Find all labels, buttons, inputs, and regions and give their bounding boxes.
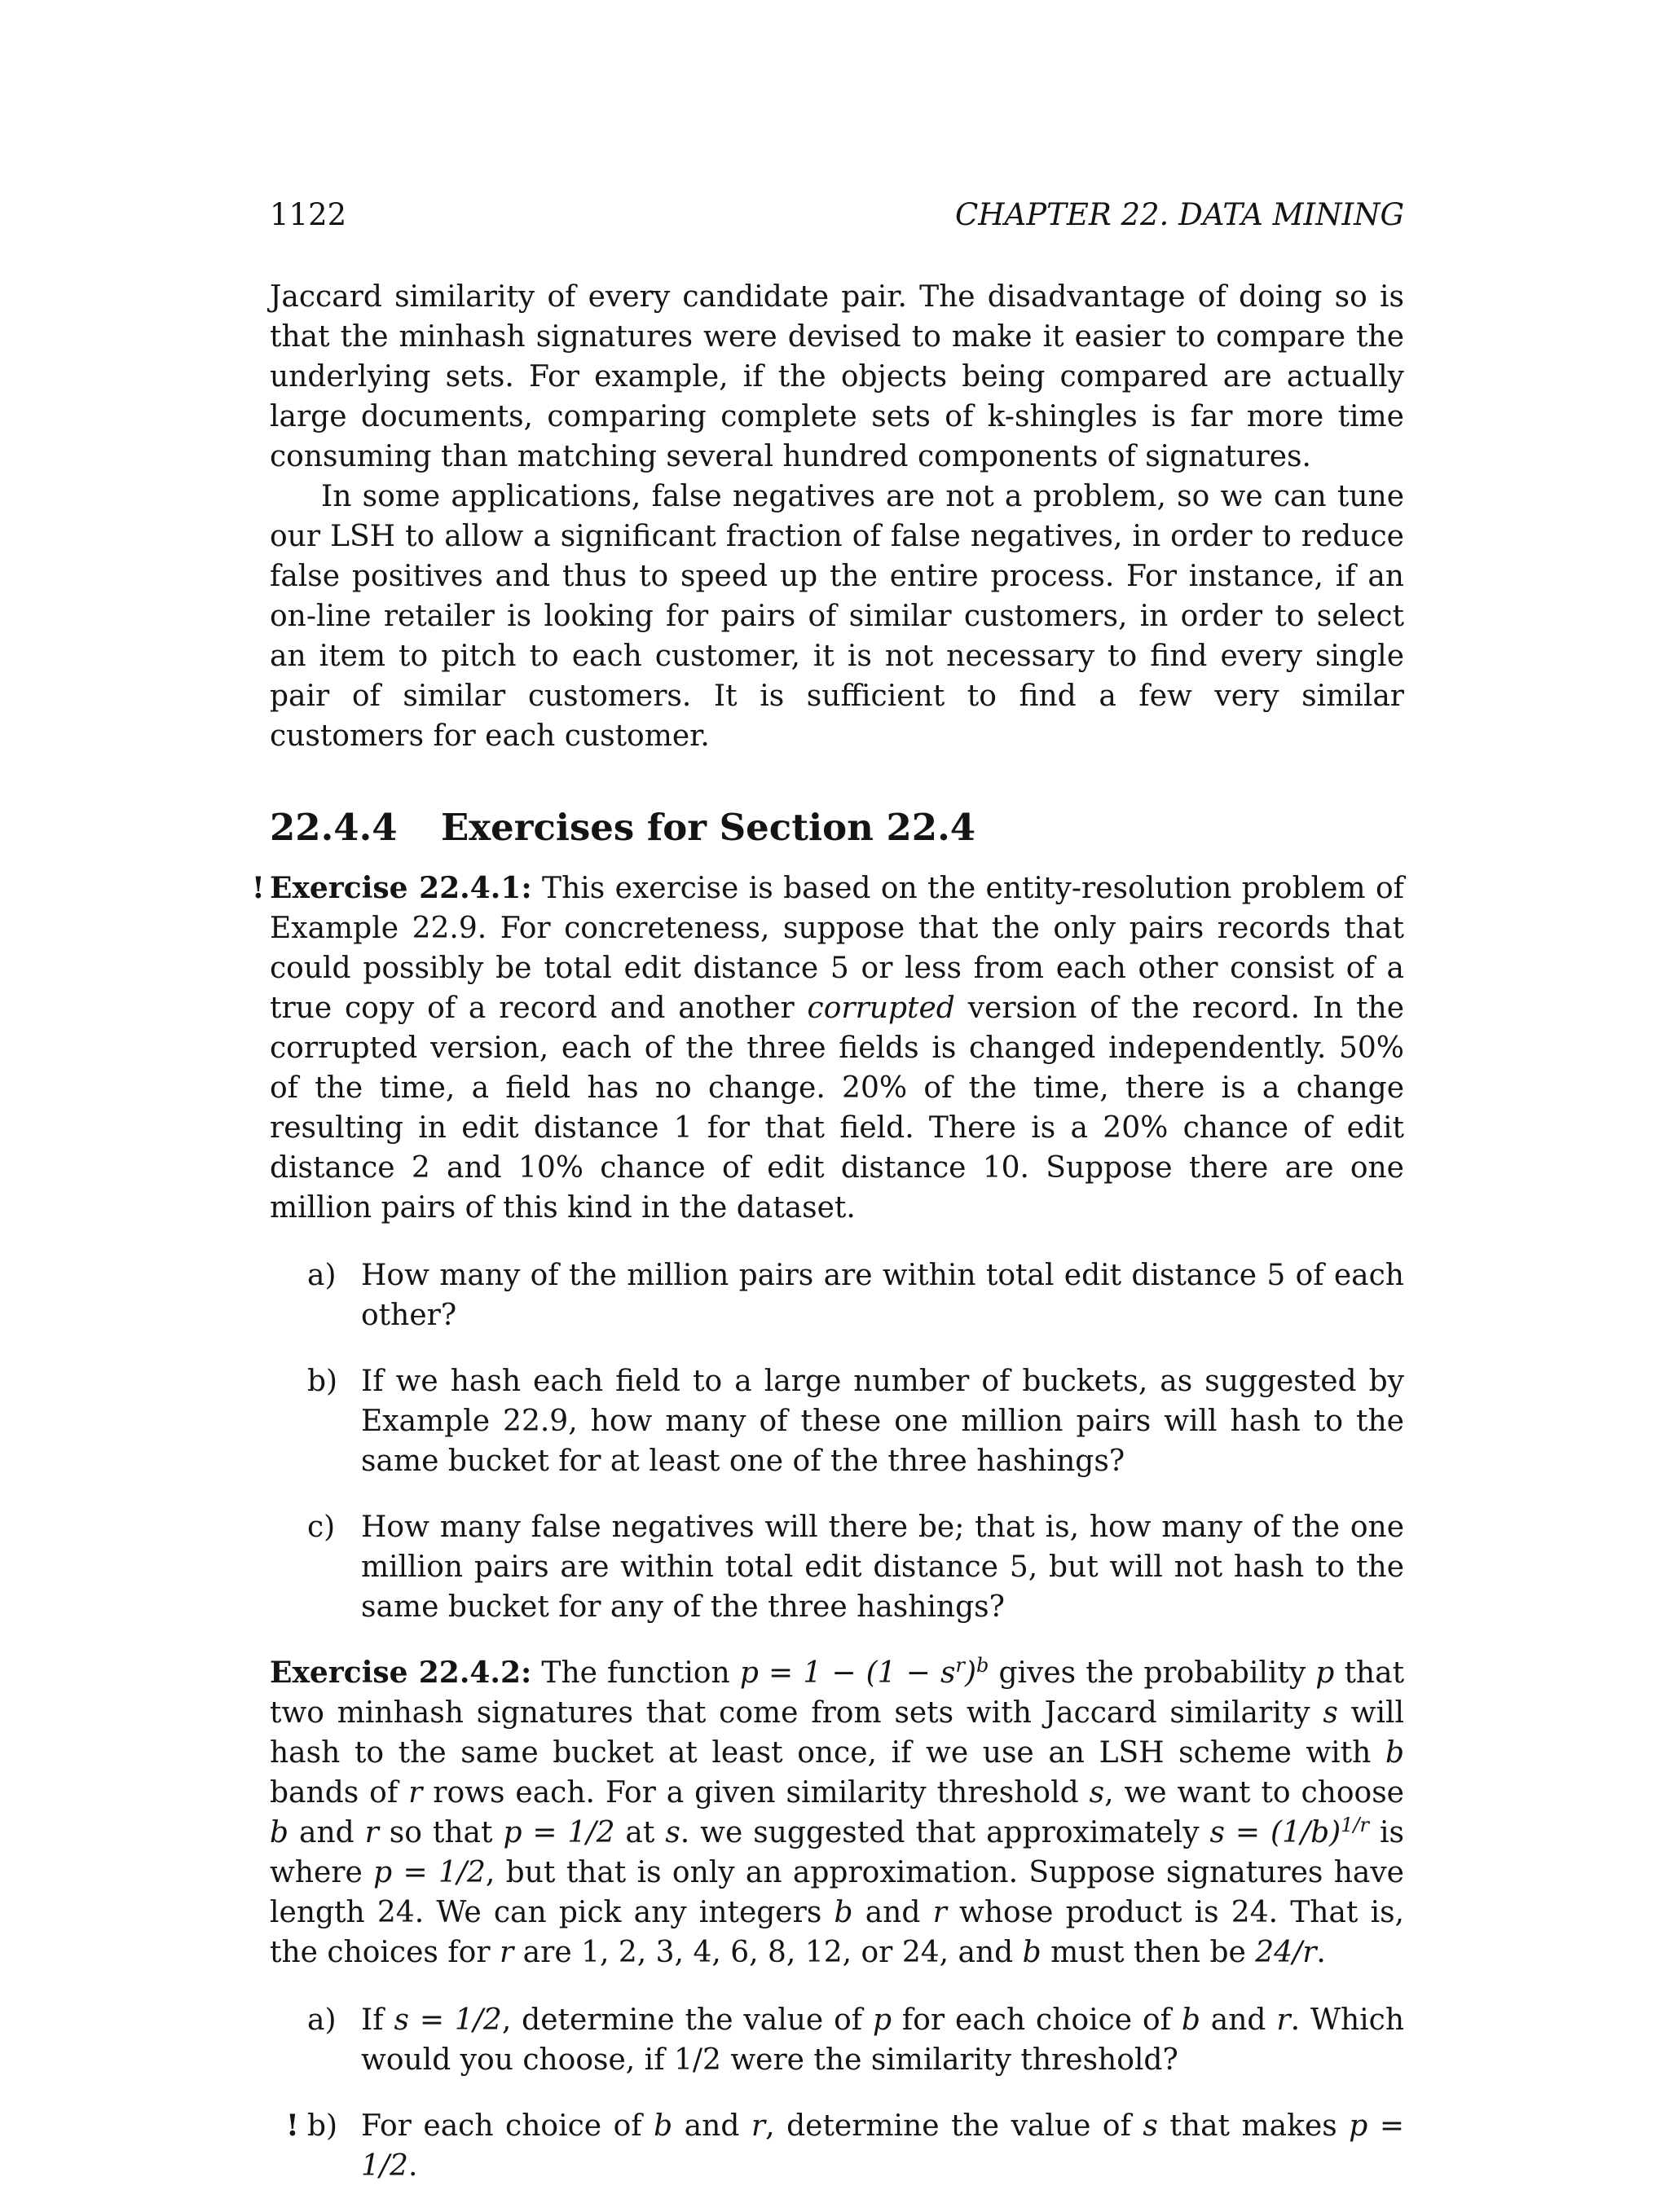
difficulty-mark: ! [252,871,265,905]
math-variable: b [1181,2003,1200,2037]
formula: p = 1/2 [503,1816,615,1849]
running-head [270,196,1404,235]
text-run: that makes [1157,2109,1350,2143]
body-paragraph-1: Jaccard similarity of every candidate pair. The disadvantage of doing so is that the minhash signatures were devised to make it easier to compare the underlying sets. For example, if the objects being compared are actually large documents, comparing complete sets of k-shingles is far more time consuming than matching several hundred components of signatures. [270,280,1404,473]
math-variable: r [751,2109,766,2143]
text-run: whose product is 24. That is, the choices for [270,1896,1404,1969]
text-run: rows each. For a given similarity threshold [422,1776,1090,1810]
text-run: For each choice of [361,2109,654,2143]
subitem-text: How many false negatives will there be; that is, how many of the one million pairs are within total edit distance 5, but will not hash to the same bucket for any of the three hashings? [361,1511,1404,1624]
text-run: The function [531,1656,740,1690]
subitem-text [361,2106,1404,2186]
text-run: , but that is only an approximation. Suppose signatures have length 24. We can pick any integers [270,1856,1404,1929]
subitem-text [361,2000,1404,2080]
formula: p = 1/2 [373,1856,486,1889]
text-run: bands of [270,1776,409,1810]
math-variable: r [1276,2003,1291,2037]
math-variable: b [834,1896,853,1929]
text-run: and [288,1816,365,1849]
exercise-text-part: This exercise is based on the entity-resolution problem of Example 22.9. For concreteness, suppose that the only pairs records that could possibly be total edit distance 5 or less from each other consist of a true copy of a record and another [270,872,1404,1025]
exercise-text [270,869,1404,1228]
body-paragraph-2: In some applications, false negatives are not a problem, so we can tune our LSH to allow a significant fraction of false negatives, in order to reduce false positives and thus to speed up the entire process. For instance, if an on-line retailer is looking for pairs of similar customers, in order to select an item to pitch to each customer, it is not necessary to find every single pair of similar customers. It is sufficient to find a few very similar customers for each customer. [270,480,1404,753]
formula [740,1656,989,1690]
formula-exponent: b [975,1654,989,1677]
math-variable: p [872,2003,892,2037]
formula-exponent: r [955,1654,965,1677]
formula: p = 1/2 [361,2109,1404,2183]
math-variable: r [408,1776,423,1810]
subitem-c [270,1507,1404,1627]
section-number: 22.4.4 [270,806,398,849]
chapter-title: CHAPTER 22. DATA MINING [954,197,1404,232]
math-variable: s [1089,1776,1105,1810]
text-run: If [361,2003,394,2037]
text-run: gives the probability [989,1656,1316,1690]
math-variable: s [1143,2109,1158,2143]
formula-exponent: 1/r [1341,1814,1370,1836]
exercise-text-part: version of the record. In the corrupted version, each of the three fields is changed independently. 50% of the time, a field has no change. 20% of the time, there is a change resulting in edit distance 1 for that field. There is a 20% chance of edit distance 2 and 10% chance of edit distance 10. Suppose there are one million pairs of this kind in the dataset. [270,992,1404,1225]
math-variable: b [1385,1736,1404,1770]
subitem-marker: b) [307,1365,338,1398]
subitem-marker: c) [307,1511,336,1544]
text-run: will hash to the same bucket at least once, if we use an LSH scheme with [270,1696,1404,1770]
text-run: must then be [1041,1936,1256,1969]
formula-part: s = (1/b) [1209,1816,1341,1849]
text-run: , determine the value of [501,2003,873,2037]
exercise-text [270,1653,1404,1972]
text-run: is where [270,1816,1404,1889]
math-variable: p [1315,1656,1335,1690]
subitem-a [270,1256,1404,1335]
math-variable: b [1022,1936,1041,1969]
difficulty-mark: ! [286,2109,299,2143]
exercise-22-4-2 [270,1653,1404,2186]
text-run: , we want to choose [1104,1776,1404,1810]
emphasized-word: corrupted [807,992,955,1025]
text-run: and [1200,2003,1277,2037]
section-title: Exercises for Section 22.4 [441,806,976,849]
subitem-text: How many of the million pairs are within total edit distance 5 of each other? [361,1259,1404,1332]
math-variable: r [499,1936,514,1969]
formula [1210,1816,1370,1849]
text-run: and [672,2109,751,2143]
formula: s = 1/2 [394,2003,502,2037]
math-variable: r [932,1896,947,1929]
text-run: . we suggested that approximately [680,1816,1210,1849]
text-run: . [407,2149,418,2183]
subitem-marker: a) [307,2003,337,2037]
page-number: 1122 [270,197,347,232]
exercise-subitems [270,1256,1404,1627]
subitem-marker: b) [307,2109,338,2143]
text-run: . Which would you choose, if 1/2 were the similarity threshold? [361,2003,1404,2077]
text-run: that two minhash signatures that come from sets with Jaccard similarity [270,1656,1405,1730]
text-run: . [1316,1936,1326,1969]
math-variable: s [665,1816,680,1849]
math-variable: s [1323,1696,1338,1730]
subitem-b [270,1361,1404,1481]
text-run: at [614,1816,666,1849]
text-run: so that [378,1816,504,1849]
text-run: for each choice of [892,2003,1182,2037]
exercise-subitems [270,2000,1404,2186]
math-variable: b [270,1816,289,1849]
formula-part: ) [964,1656,976,1690]
math-variable: b [654,2109,673,2143]
formula-part: p = 1 − (1 − s [739,1656,956,1690]
subitem-a [270,2000,1404,2080]
math-variable: r [364,1816,379,1849]
text-run: and [852,1896,933,1929]
exercise-label: Exercise 22.4.2: [270,1656,532,1690]
exercise-22-4-1 [252,869,1404,1627]
subitem-marker: a) [307,1259,337,1292]
subitem-b [270,2106,1404,2186]
book-page [252,196,1405,2212]
section-heading [270,803,1404,852]
formula: 24/r [1255,1936,1317,1969]
subitem-text: If we hash each field to a large number of buckets, as suggested by Example 22.9, how many of these one million pairs will hash to the same bucket for at least one of the three hashings? [361,1365,1404,1478]
text-run: are 1, 2, 3, 4, 6, 8, 12, or 24, and [513,1936,1023,1969]
exercise-label: Exercise 22.4.1: [270,871,532,905]
text-run: , determine the value of [765,2109,1143,2143]
